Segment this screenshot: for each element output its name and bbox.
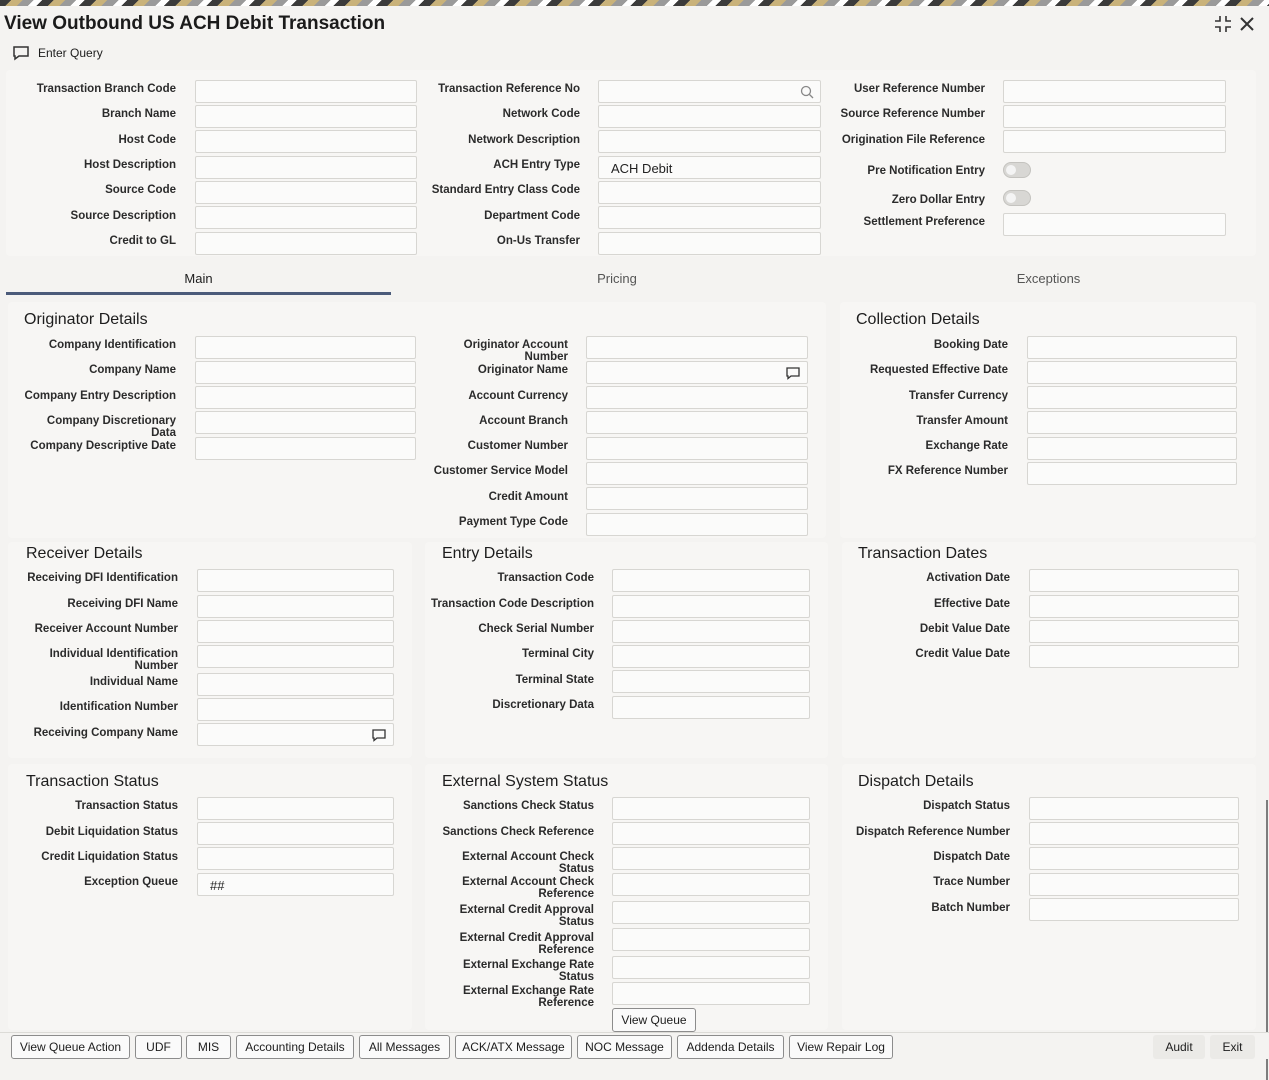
external-account-check-reference-field[interactable] <box>612 873 810 896</box>
label-dispatch-status: Dispatch Status <box>923 800 1010 812</box>
audit-button[interactable]: Audit <box>1153 1035 1205 1059</box>
label-on-us-transfer: On-Us Transfer <box>496 235 580 247</box>
receiver-account-number-field[interactable] <box>197 620 394 643</box>
originator-name-field[interactable] <box>586 361 808 384</box>
label-exception-queue: Exception Queue <box>84 876 178 888</box>
label-host-code: Host Code <box>118 134 176 146</box>
transaction-code-field[interactable] <box>612 569 810 592</box>
exception-queue-field[interactable]: ## <box>197 873 394 896</box>
label-network-description: Network Description <box>468 134 580 146</box>
exit-button[interactable]: Exit <box>1210 1035 1255 1059</box>
udf-button[interactable]: UDF <box>135 1035 182 1059</box>
tab-bar <box>6 263 1263 295</box>
check-serial-number-field[interactable] <box>612 620 810 643</box>
toolbar <box>0 42 1269 66</box>
label-transaction-reference-no: Transaction Reference No <box>438 83 580 95</box>
branch-name-field[interactable] <box>195 105 417 128</box>
label-ach-entry-type: ACH Entry Type <box>493 159 580 171</box>
standard-entry-class-code-field[interactable] <box>598 181 821 204</box>
payment-type-code-field[interactable] <box>586 513 808 536</box>
host-code-field[interactable] <box>195 130 417 153</box>
label-origination-file-reference: Origination File Reference <box>841 134 985 146</box>
mis-button[interactable]: MIS <box>186 1035 231 1059</box>
label-individual-name: Individual Name <box>89 676 178 688</box>
label-credit-to-gl: Credit to GL <box>109 235 176 247</box>
credit-liquidation-status-field[interactable] <box>197 847 394 870</box>
terminal-state-field[interactable] <box>612 670 810 693</box>
label-sanctions-check-reference: Sanctions Check Reference <box>442 826 594 838</box>
label-individual-identification-number: Individual Identification Number <box>49 648 178 672</box>
search-icon[interactable] <box>800 85 814 99</box>
account-currency-field[interactable] <box>586 386 808 409</box>
individual-name-field[interactable] <box>197 673 394 696</box>
label-external-account-check-reference: External Account Check Reference <box>462 876 594 900</box>
label-receiver-account-number: Receiver Account Number <box>34 623 178 635</box>
tab-main[interactable]: Main <box>6 263 391 295</box>
label-customer-number: Customer Number <box>467 440 568 452</box>
on-us-transfer-field[interactable] <box>598 232 821 255</box>
label-transaction-branch-code: Transaction Branch Code <box>36 83 176 95</box>
company-identification-field[interactable] <box>195 336 416 359</box>
debit-liquidation-status-field[interactable] <box>197 822 394 845</box>
label-effective-date: Effective Date <box>933 598 1010 610</box>
trace-number-field[interactable] <box>1029 873 1239 896</box>
external-exchange-rate-status-field[interactable] <box>612 956 810 979</box>
company-discretionary-data-field[interactable] <box>195 411 416 434</box>
view-queue-action-button[interactable]: View Queue Action <box>11 1035 130 1059</box>
label-check-serial-number: Check Serial Number <box>478 623 594 635</box>
individual-identification-number-field[interactable] <box>197 645 394 668</box>
department-code-field[interactable] <box>598 206 821 229</box>
label-network-code: Network Code <box>502 108 580 120</box>
label-credit-value-date: Credit Value Date <box>915 648 1010 660</box>
label-external-exchange-rate-reference: External Exchange Rate Reference <box>462 985 594 1009</box>
external-account-check-status-field[interactable] <box>612 847 810 870</box>
label-company-entry-description: Company Entry Description <box>24 390 176 402</box>
credit-to-gl-field[interactable] <box>195 232 417 255</box>
label-department-code: Department Code <box>484 210 580 222</box>
receiver-details-title: Receiver Details <box>26 545 143 562</box>
tab-exceptions[interactable]: Exceptions <box>1016 271 1081 286</box>
label-company-name: Company Name <box>89 364 176 376</box>
source-code-field[interactable] <box>195 181 417 204</box>
batch-number-field[interactable] <box>1029 898 1239 921</box>
label-customer-service-model: Customer Service Model <box>433 465 568 477</box>
external-system-status-title: External System Status <box>442 773 609 790</box>
receiving-dfi-identification-field[interactable] <box>197 569 394 592</box>
label-company-discretionary-data: Company Discretionary Data <box>46 415 176 439</box>
ach-entry-type-field[interactable]: ACH Debit <box>598 156 821 179</box>
discretionary-data-field[interactable] <box>612 696 810 719</box>
credit-value-date-field[interactable] <box>1029 645 1239 668</box>
label-exchange-rate: Exchange Rate <box>925 440 1008 452</box>
label-debit-value-date: Debit Value Date <box>919 623 1010 635</box>
network-description-field[interactable] <box>598 130 821 153</box>
customer-service-model-field[interactable] <box>586 462 808 485</box>
label-account-branch: Account Branch <box>479 415 568 427</box>
label-external-credit-approval-status: External Credit Approval Status <box>459 904 594 928</box>
label-transfer-currency: Transfer Currency <box>908 390 1008 402</box>
transaction-branch-code-field[interactable] <box>195 80 417 103</box>
label-dispatch-reference-number: Dispatch Reference Number <box>855 826 1010 838</box>
label-identification-number: Identification Number <box>59 701 178 713</box>
transfer-currency-field[interactable] <box>1027 386 1237 409</box>
label-branch-name: Branch Name <box>101 108 176 120</box>
label-receiving-dfi-identification: Receiving DFI Identification <box>27 572 178 584</box>
label-receiving-company-name: Receiving Company Name <box>33 727 178 739</box>
enter-query-label: Enter Query <box>38 46 103 60</box>
pre-notification-entry-toggle[interactable] <box>1003 162 1031 178</box>
label-transaction-code: Transaction Code <box>497 572 594 584</box>
transaction-reference-no-field[interactable] <box>598 80 821 103</box>
external-credit-approval-status-field[interactable] <box>612 901 810 924</box>
activation-date-field[interactable] <box>1029 569 1239 592</box>
label-terminal-city: Terminal City <box>522 648 594 660</box>
label-terminal-state: Terminal State <box>515 674 594 686</box>
label-dispatch-date: Dispatch Date <box>933 851 1010 863</box>
network-code-field[interactable] <box>598 105 821 128</box>
label-source-reference-number: Source Reference Number <box>840 108 985 120</box>
host-description-field[interactable] <box>195 156 417 179</box>
label-user-reference-number: User Reference Number <box>853 83 985 95</box>
label-batch-number: Batch Number <box>931 902 1010 914</box>
label-host-description: Host Description <box>83 159 176 171</box>
receiving-dfi-name-field[interactable] <box>197 595 394 618</box>
dispatch-date-field[interactable] <box>1029 847 1239 870</box>
label-standard-entry-class-code: Standard Entry Class Code <box>431 184 580 196</box>
originator-details-title: Originator Details <box>24 311 148 328</box>
source-description-field[interactable] <box>195 206 417 229</box>
dispatch-details-title: Dispatch Details <box>858 773 974 790</box>
addenda-details-button[interactable]: Addenda Details <box>677 1035 784 1059</box>
transaction-code-description-field[interactable] <box>612 595 810 618</box>
label-external-account-check-status: External Account Check Status <box>462 851 594 875</box>
comment-icon[interactable] <box>785 366 801 380</box>
transaction-status-title: Transaction Status <box>26 773 159 790</box>
company-descriptive-date-field[interactable] <box>195 437 416 460</box>
identification-number-field[interactable] <box>197 698 394 721</box>
debit-value-date-field[interactable] <box>1029 620 1239 643</box>
label-pre-notification-entry: Pre Notification Entry <box>867 165 985 177</box>
label-activation-date: Activation Date <box>926 572 1010 584</box>
transaction-dates-title: Transaction Dates <box>858 545 988 562</box>
label-trace-number: Trace Number <box>933 876 1010 888</box>
label-transaction-code-description: Transaction Code Description <box>431 598 594 610</box>
booking-date-field[interactable] <box>1027 336 1237 359</box>
label-sanctions-check-status: Sanctions Check Status <box>462 800 594 812</box>
collection-details-title: Collection Details <box>856 311 980 328</box>
label-requested-effective-date: Requested Effective Date <box>869 364 1008 376</box>
enter-query-button[interactable] <box>12 45 103 61</box>
label-company-identification: Company Identification <box>48 339 176 351</box>
label-credit-amount: Credit Amount <box>488 491 568 503</box>
entry-details-title: Entry Details <box>442 545 533 562</box>
label-external-exchange-rate-status: External Exchange Rate Status <box>462 959 594 983</box>
label-originator-name: Originator Name <box>477 364 568 376</box>
label-company-descriptive-date: Company Descriptive Date <box>30 440 176 452</box>
zero-dollar-entry-toggle[interactable] <box>1003 190 1031 206</box>
noc-message-button[interactable]: NOC Message <box>577 1035 672 1059</box>
sanctions-check-reference-field[interactable] <box>612 822 810 845</box>
collapse-icon[interactable] <box>1214 15 1232 33</box>
label-source-description: Source Description <box>70 210 176 222</box>
exchange-rate-field[interactable] <box>1027 437 1237 460</box>
customer-number-field[interactable] <box>586 437 808 460</box>
requested-effective-date-field[interactable] <box>1027 361 1237 384</box>
label-fx-reference-number: FX Reference Number <box>887 465 1008 477</box>
account-branch-field[interactable] <box>586 411 808 434</box>
ack-atx-message-button[interactable]: ACK/ATX Message <box>455 1035 572 1059</box>
label-settlement-preference: Settlement Preference <box>863 216 985 228</box>
tab-pricing[interactable]: Pricing <box>597 271 637 286</box>
view-repair-log-button[interactable]: View Repair Log <box>789 1035 893 1059</box>
label-receiving-dfi-name: Receiving DFI Name <box>67 598 178 610</box>
label-originator-account-number: Originator Account Number <box>463 339 568 363</box>
origination-file-reference-field[interactable] <box>1003 130 1226 153</box>
label-payment-type-code: Payment Type Code <box>458 516 568 528</box>
user-reference-number-field[interactable] <box>1003 80 1226 103</box>
view-queue-button[interactable]: View Queue <box>612 1008 696 1032</box>
dispatch-status-field[interactable] <box>1029 797 1239 820</box>
footer-bar <box>0 1032 1269 1059</box>
settlement-preference-field[interactable] <box>1003 213 1226 236</box>
label-credit-liquidation-status: Credit Liquidation Status <box>41 851 178 863</box>
comment-icon[interactable] <box>371 728 387 742</box>
terminal-city-field[interactable] <box>612 645 810 668</box>
title-bar <box>0 6 1269 42</box>
transaction-status-field[interactable] <box>197 797 394 820</box>
comment-icon <box>12 45 30 61</box>
external-exchange-rate-reference-field[interactable] <box>612 982 810 1005</box>
all-messages-button[interactable]: All Messages <box>359 1035 450 1059</box>
label-external-credit-approval-reference: External Credit Approval Reference <box>459 932 594 956</box>
label-transfer-amount: Transfer Amount <box>916 415 1008 427</box>
transfer-amount-field[interactable] <box>1027 411 1237 434</box>
company-name-field[interactable] <box>195 361 416 384</box>
vertical-scrollbar[interactable] <box>1265 70 1269 1030</box>
label-debit-liquidation-status: Debit Liquidation Status <box>45 826 178 838</box>
label-source-code: Source Code <box>105 184 176 196</box>
effective-date-field[interactable] <box>1029 595 1239 618</box>
page-title: View Outbound US ACH Debit Transaction <box>4 13 386 34</box>
originator-account-number-field[interactable] <box>586 336 808 359</box>
company-entry-description-field[interactable] <box>195 386 416 409</box>
label-transaction-status: Transaction Status <box>75 800 178 812</box>
external-credit-approval-reference-field[interactable] <box>612 928 810 951</box>
accounting-details-button[interactable]: Accounting Details <box>236 1035 354 1059</box>
receiving-company-name-field[interactable] <box>197 723 394 746</box>
label-discretionary-data: Discretionary Data <box>492 699 594 711</box>
fx-reference-number-field[interactable] <box>1027 462 1237 485</box>
credit-amount-field[interactable] <box>586 487 808 510</box>
label-account-currency: Account Currency <box>468 390 568 402</box>
sanctions-check-status-field[interactable] <box>612 797 810 820</box>
dispatch-reference-number-field[interactable] <box>1029 822 1239 845</box>
label-booking-date: Booking Date <box>933 339 1008 351</box>
close-icon[interactable] <box>1238 15 1256 33</box>
source-reference-number-field[interactable] <box>1003 105 1226 128</box>
label-zero-dollar-entry: Zero Dollar Entry <box>891 194 985 206</box>
